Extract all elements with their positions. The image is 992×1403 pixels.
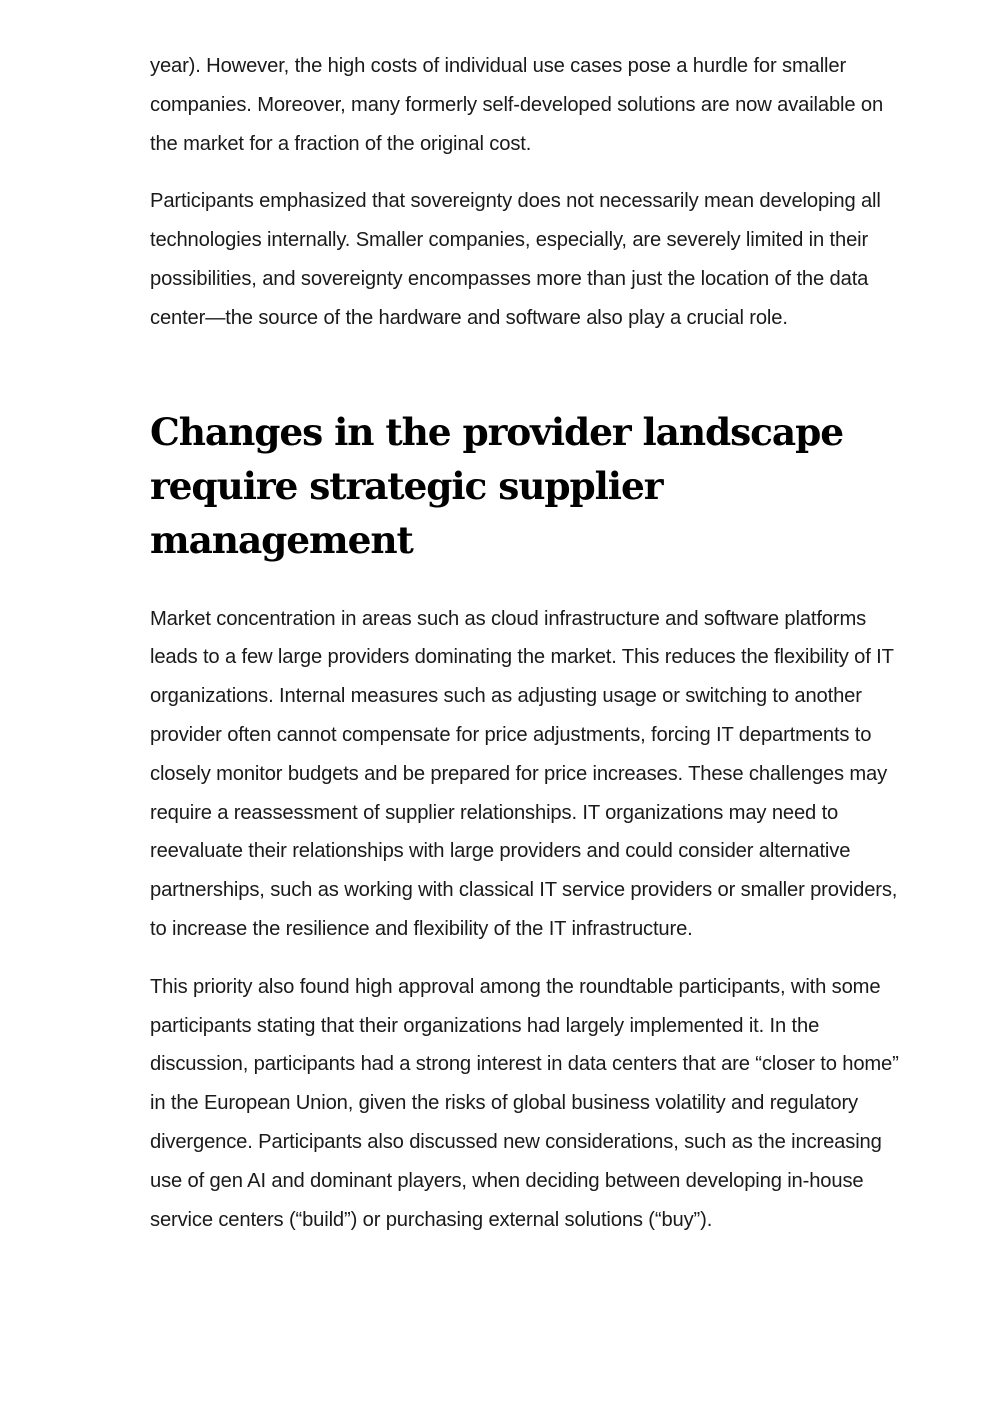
section-heading: Changes in the provider landscape require strategic supplier management — [150, 409, 843, 562]
body-paragraph-market-concentration: Market concentration in areas such as cloud infrastructure and software platforms leads to a few large providers dominating the market. This reduces the flexibility of IT organizations. Internal measures such as adjusting usage or switching to another provider often cannot compensate for price adjustments, forcing IT departments to closely monitor budgets and be prepared for price increases. These challenges may require a reassessment of supplier relationships. IT organizations may need to reevaluate their relationships with large providers and could consider alternative partnerships, such as working with classical IT service providers or smaller providers, to increase the resilience and flexibility of the IT infrastructure. — [150, 607, 898, 940]
body-paragraph-sovereignty: Participants emphasized that sovereignty does not necessarily mean developing all technologies internally. Smaller companies, especially, are severely limited in their possibilities, and sovereignty encompasses more than just the location of the data center—the source of the hardware and software also play a crucial role. — [150, 190, 881, 329]
article-body — [150, 47, 902, 1258]
body-paragraph-cost-hurdle: year). However, the high costs of individual use cases pose a hurdle for smaller companies. Moreover, many formerly self-developed solutions are now available on the market for a fraction of the original cost. — [150, 55, 884, 155]
body-paragraph-roundtable-approval: This priority also found high approval among the roundtable participants, with some participants stating that their organizations had largely implemented it. In the discussion, participants had a strong interest in data centers that are “closer to home” in the European Union, given the risks of global business volatility and regulatory divergence. Participants also discussed new considerations, such as the increasing use of gen AI and dominant players, when deciding between developing in-house service centers (“build”) or purchasing external solutions (“buy”). — [150, 975, 899, 1231]
